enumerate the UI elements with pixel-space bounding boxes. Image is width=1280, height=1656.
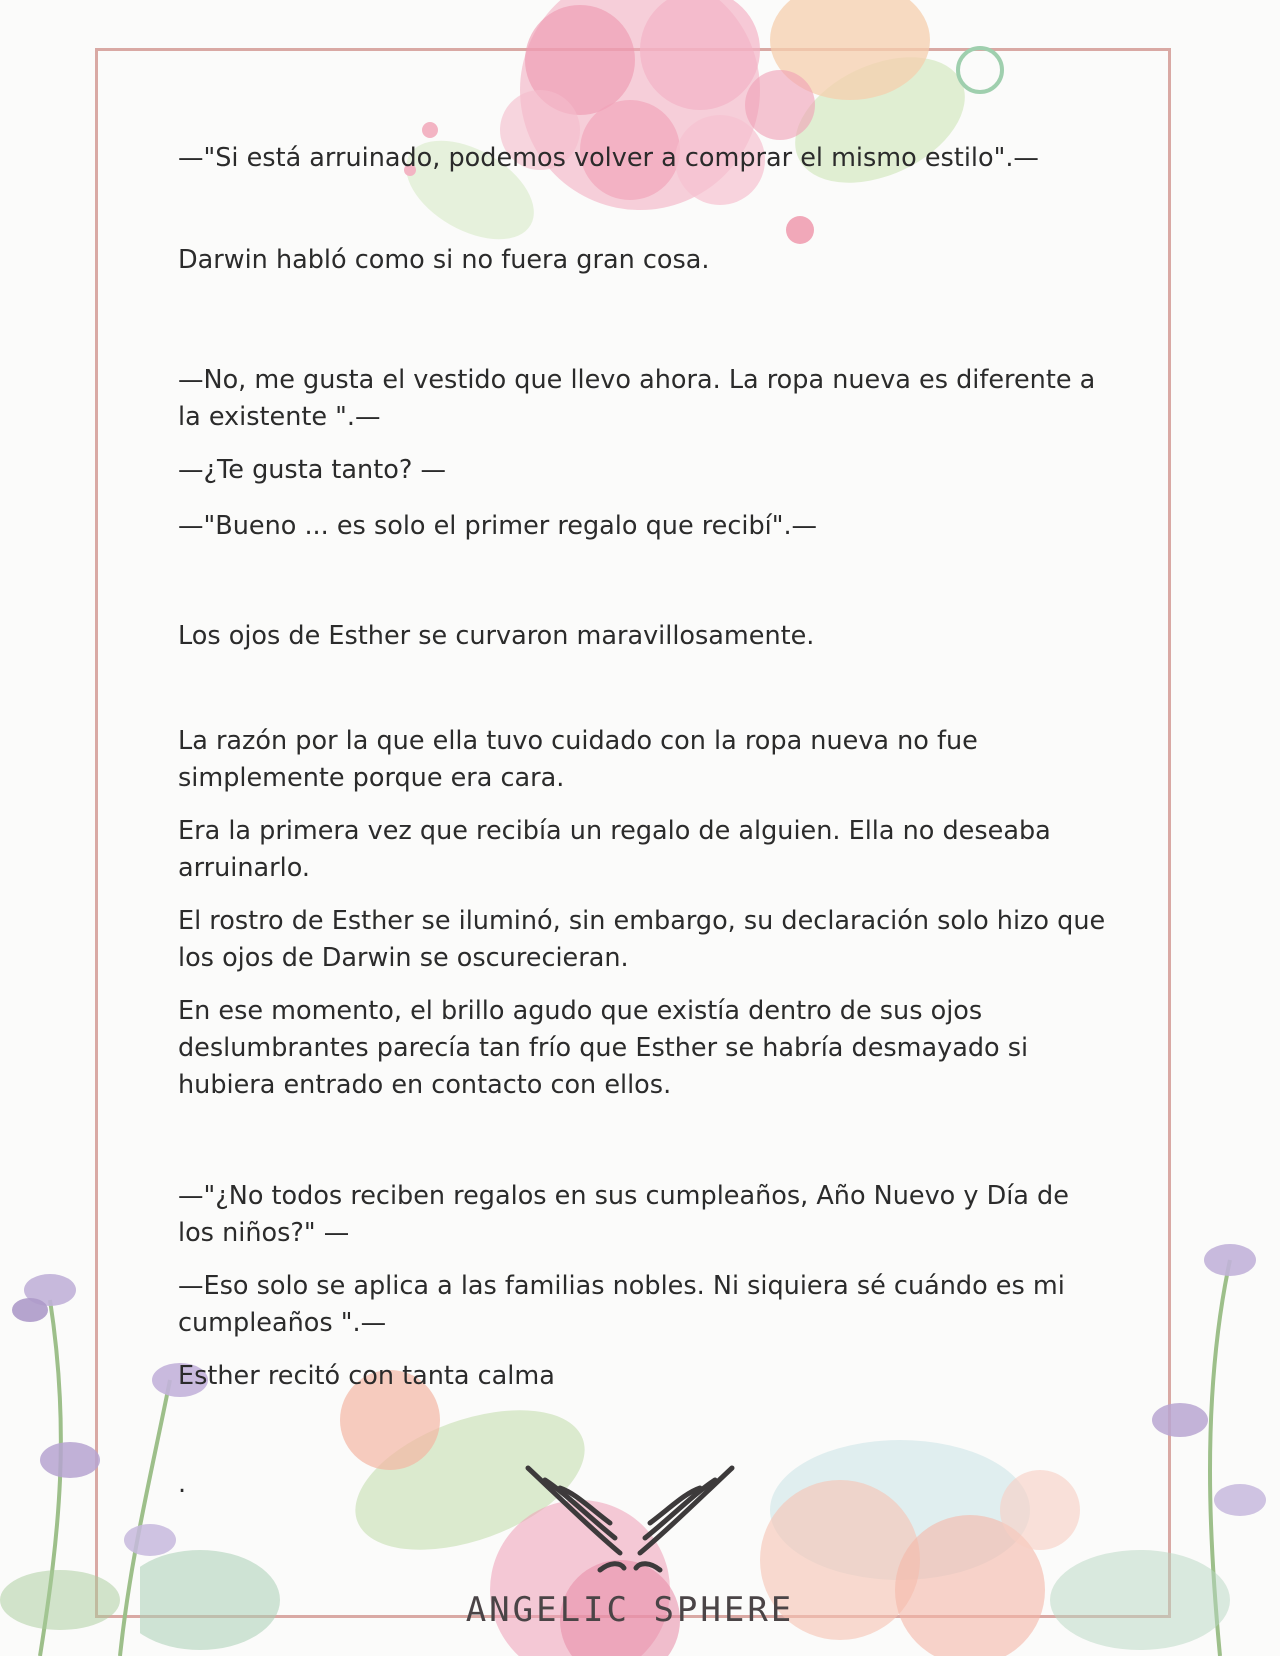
paragraph: —¿Te gusta tanto? — [178, 455, 446, 485]
paragraph: —No, me gusta el vestido que llevo ahora. La ropa nueva es diferente a la existente ".— [178, 365, 1096, 432]
paragraph: —"Si está arruinado, podemos volver a comprar el mismo estilo".— [178, 143, 1039, 173]
paragraph: —Eso solo se aplica a las familias nobles. Ni siquiera sé cuándo es mi cumpleaños ".— [178, 1271, 1065, 1338]
logo-text: ANGELIC SPHERE [465, 1590, 795, 1630]
paragraph: Era la primera vez que recibía un regalo de alguien. Ella no deseaba arruinarlo. [178, 816, 1051, 883]
paragraph: En ese momento, el brillo agudo que existía dentro de sus ojos deslumbrantes parecía tan frío que Esther se habría desmayado si hubiera entrado en contacto con ellos. [178, 996, 1029, 1100]
top-flower-decoration-icon [280, 0, 1080, 270]
paragraph: . [178, 1469, 187, 1499]
paragraph: Los ojos de Esther se curvaron maravillosamente. [178, 621, 815, 651]
paragraph: Darwin habló como si no fuera gran cosa. [178, 245, 710, 275]
paragraph: —"¿No todos reciben regalos en sus cumpleaños, Año Nuevo y Día de los niños?" — [178, 1181, 1069, 1248]
winged-halo-icon [520, 1458, 740, 1578]
paragraph: El rostro de Esther se iluminó, sin embargo, su declaración solo hizo que los ojos de Darwin se oscurecieran. [178, 906, 1106, 973]
paragraph: —"Bueno ... es solo el primer regalo que recibí".— [178, 511, 818, 541]
paragraph: Esther recitó con tanta calma [178, 1361, 555, 1391]
paragraph: La razón por la que ella tuvo cuidado con la ropa nueva no fue simplemente porque era cara. [178, 726, 978, 793]
angelic-sphere-logo [460, 1458, 800, 1656]
